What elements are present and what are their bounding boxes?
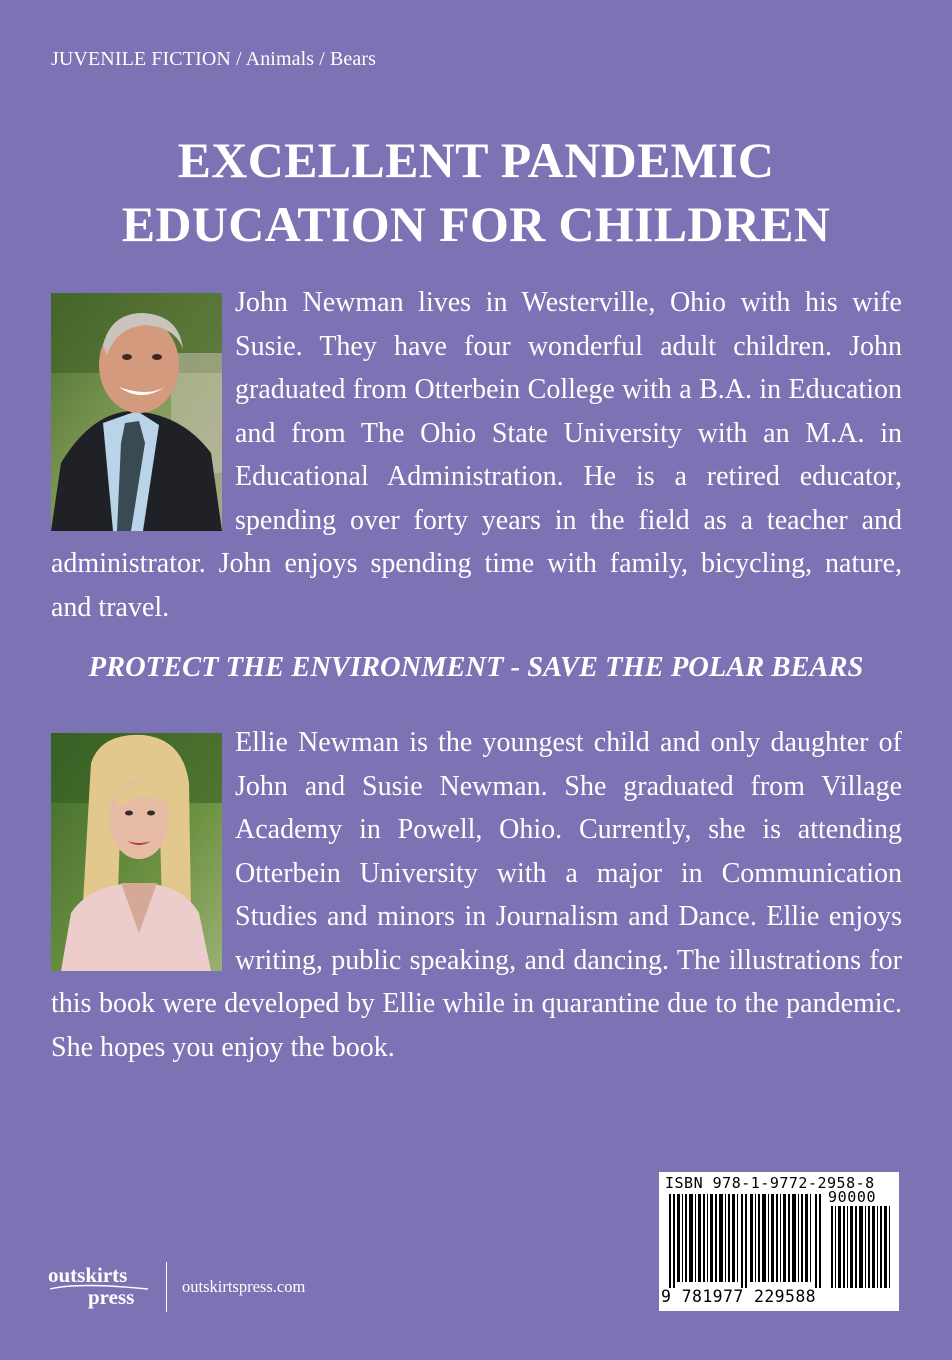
outskirts-press-logo — [48, 1262, 152, 1312]
john-bio-section — [51, 281, 902, 629]
category-label: JUVENILE FICTION / Animals / Bears — [51, 48, 377, 70]
isbn-digits: 9 781977 229588 — [661, 1287, 817, 1306]
addon-barcode-bars — [830, 1206, 892, 1288]
logo-text-press: press — [88, 1285, 135, 1309]
barcode-addon-number: 90000 — [828, 1188, 877, 1206]
ellie-bio-text: Ellie Newman is the youngest child and only daughter of John and Susie Newman. She graduated from Village Academy in Powell, Ohio. Currently, she is attending Otterbein University with a major in Communication Studies and minors in Journalism and Dance. Ellie enjoys writing, public speaking, and dancing. The illustrations for this book were developed by Ellie while in quarantine due to the pandemic. She hopes you enjoy the book. — [51, 727, 902, 1063]
ellie-newman-photo — [51, 733, 222, 971]
slogan: PROTECT THE ENVIRONMENT - SAVE THE POLAR BEARS — [88, 652, 864, 683]
publisher-block — [48, 1262, 305, 1312]
ellie-bio-section — [51, 721, 902, 1069]
back-cover-headline — [0, 128, 952, 256]
isbn-barcode — [659, 1172, 899, 1311]
isbn-label: ISBN 978-1-9772-2958-8 — [665, 1174, 875, 1192]
headline-line-1: EXCELLENT PANDEMIC — [177, 132, 775, 188]
headline-line-2: EDUCATION FOR CHILDREN — [121, 196, 831, 252]
john-newman-photo — [51, 293, 222, 531]
logo-text-outskirts: outskirts — [48, 1263, 128, 1287]
publisher-url: outskirtspress.com — [182, 1277, 306, 1296]
publisher-divider — [166, 1262, 167, 1312]
john-bio-text: John Newman lives in Westerville, Ohio with his wife Susie. They have four wonderful adult children. John graduated from Otterbein College with a B.A. in Education and from The Ohio State University with an M.A. in Educational Administration. He is a retired educator, spending over forty years in the field as a teacher and administrator. John enjoys spending time with family, bicycling, nature, and travel. — [51, 287, 902, 623]
ean-barcode-bars — [667, 1194, 825, 1288]
